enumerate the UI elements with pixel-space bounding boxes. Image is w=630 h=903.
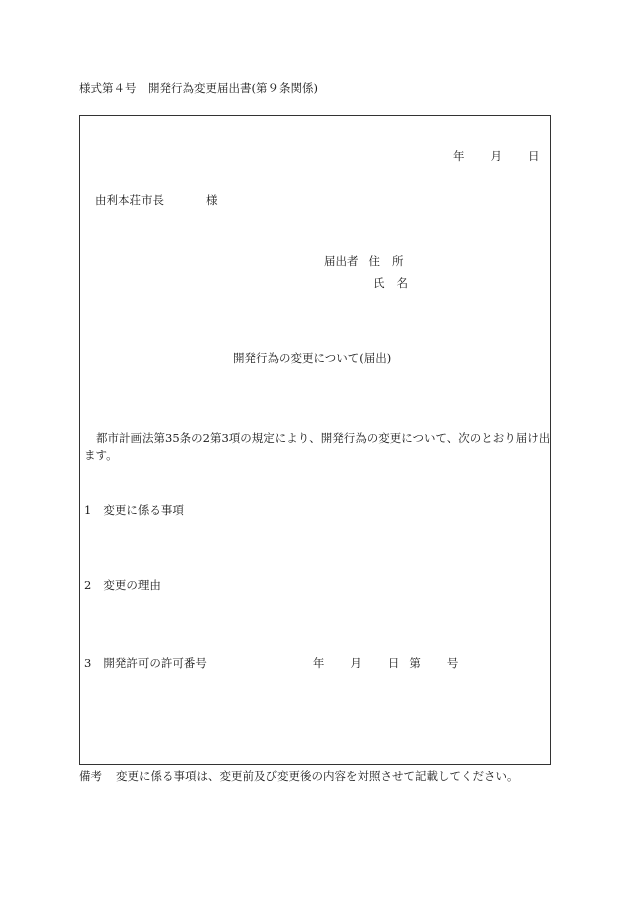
submission-date [453,149,540,165]
name-label-1: 氏 [373,276,385,290]
date-year: 年 [453,149,465,163]
addressee-name: 由利本荘市長 [95,193,164,207]
permit-day: 日 [387,656,400,670]
addressee [95,193,218,209]
applicant-address-row [324,254,404,270]
list-item [84,503,184,519]
name-label-2: 名 [396,276,408,290]
item-number: 3 [84,656,92,670]
list-item [84,656,458,672]
permit-go: 号 [446,656,459,670]
permit-dai: 第 [409,656,421,670]
item-label: 開発許可の許可番号 [103,656,207,670]
applicant-label: 届出者 [324,254,359,268]
footnote-text: 変更に係る事項は、変更前及び変更後の内容を対照させて記載してください。 [116,769,519,783]
item-label: 変更の理由 [103,578,161,592]
address-label-2: 所 [392,254,404,268]
document-subject: 開発行為の変更について(届出) [233,351,392,365]
list-item [84,578,161,594]
date-month: 月 [490,149,502,163]
item-label: 変更に係る事項 [103,503,184,517]
body-text: 都市計画法第35条の2第3項の規定により、開発行為の変更について、次のとおり届け出ます。 [84,431,551,462]
addressee-honorific: 様 [206,193,218,207]
date-day: 日 [528,149,540,163]
footnote [79,769,519,785]
form-title: 様式第４号 開発行為変更届出書(第９条関係) [79,81,318,95]
permit-month: 月 [350,656,362,670]
item-number: 1 [84,503,92,517]
permit-year: 年 [312,656,325,670]
footnote-label: 備考 [79,769,102,783]
applicant-name-row [373,276,408,292]
address-label-1: 住 [368,254,380,268]
item-number: 2 [84,578,92,592]
